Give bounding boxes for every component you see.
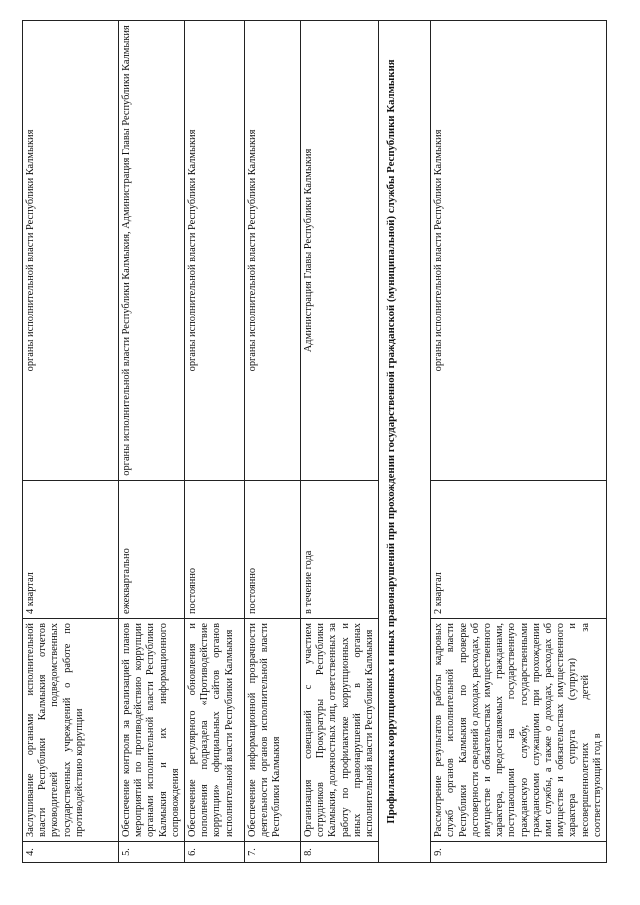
measure-text: Рассмотрение результатов работы кадровых служб органов исполнительной власти Республики Калмыкия по проверке достоверности сведений о доходах, расходах, об имуществе и обязательствах имущественного характера, предоставляемых гражданами, поступающими на государственную гражданскую службу, государственными гражданскими служащими при прохождении ими службы, а также о доходах, расходах об имуществе и обязательствах имущественного характера супруга (супруги) и несовершеннолетних детей за соответствующий год в [431, 619, 607, 842]
table-row [119, 21, 185, 863]
row-number: 7. [245, 842, 301, 863]
row-number: 9. [431, 842, 607, 863]
row-number: 6. [185, 842, 245, 863]
deadline-text: в течение года [301, 481, 379, 619]
responsible-text: органы исполнительной власти Республики Калмыкия, Администрация Главы Республики Калмыкия [119, 21, 185, 481]
responsible-text: органы исполнительной власти Республики Калмыкия [245, 21, 301, 481]
table-row [301, 21, 379, 863]
responsible-text: органы исполнительной власти Республики Калмыкия [23, 21, 119, 481]
table-row [245, 21, 301, 863]
anticorruption-plan-table [22, 20, 607, 863]
deadline-text: 4 квартал [23, 481, 119, 619]
responsible-text: органы исполнительной власти Республики Калмыкия [185, 21, 245, 481]
responsible-text: органы исполнительной власти Республики Калмыкия [431, 21, 607, 481]
plan-rows-bottom [431, 21, 607, 863]
deadline-text: постоянно [185, 481, 245, 619]
deadline-text: 2 квартал [431, 481, 607, 619]
table-row [431, 21, 607, 863]
plan-rows-top [23, 21, 379, 863]
measure-text: Обеспечение регулярного обновления и пополнения подраздела «Противодействие коррупции» официальных сайтов органов исполнительной власти Республики Калмыкия [185, 619, 245, 842]
deadline-text: постоянно [245, 481, 301, 619]
row-number: 4. [23, 842, 119, 863]
section-header-row [379, 21, 431, 863]
measure-text: Организация совещаний с участием сотрудников Прокуратуры Республики Калмыкия, должностных лиц, ответственных за работу по профилактике коррупционных и иных правонарушений в органах исполнительной власти Республики Калмыкия [301, 619, 379, 842]
responsible-text: Администрация Главы Республики Калмыкия [301, 21, 379, 481]
row-number: 8. [301, 842, 379, 863]
measure-text: Обеспечение информационной прозрачности деятельности органов исполнительной власти Республики Калмыкия [245, 619, 301, 842]
measure-text: Обеспечение контроля за реализацией планов мероприятий по противодействию коррупции органами исполнительной власти Республики Калмыкия и их информационного сопровождения [119, 619, 185, 842]
section-title: Профилактика коррупционных и иных правонарушений при прохождении государственной гражданской (муниципальной) службы Республики Калмыкия [379, 21, 431, 863]
row-number: 5. [119, 842, 185, 863]
table-row [185, 21, 245, 863]
table-row [23, 21, 119, 863]
deadline-text: ежеквартально [119, 481, 185, 619]
measure-text: Заслушивание органами исполнительной власти Республики Калмыкия отчетов руководителей подведомственных государственных учреждений о работе по противодействию коррупции [23, 619, 119, 842]
